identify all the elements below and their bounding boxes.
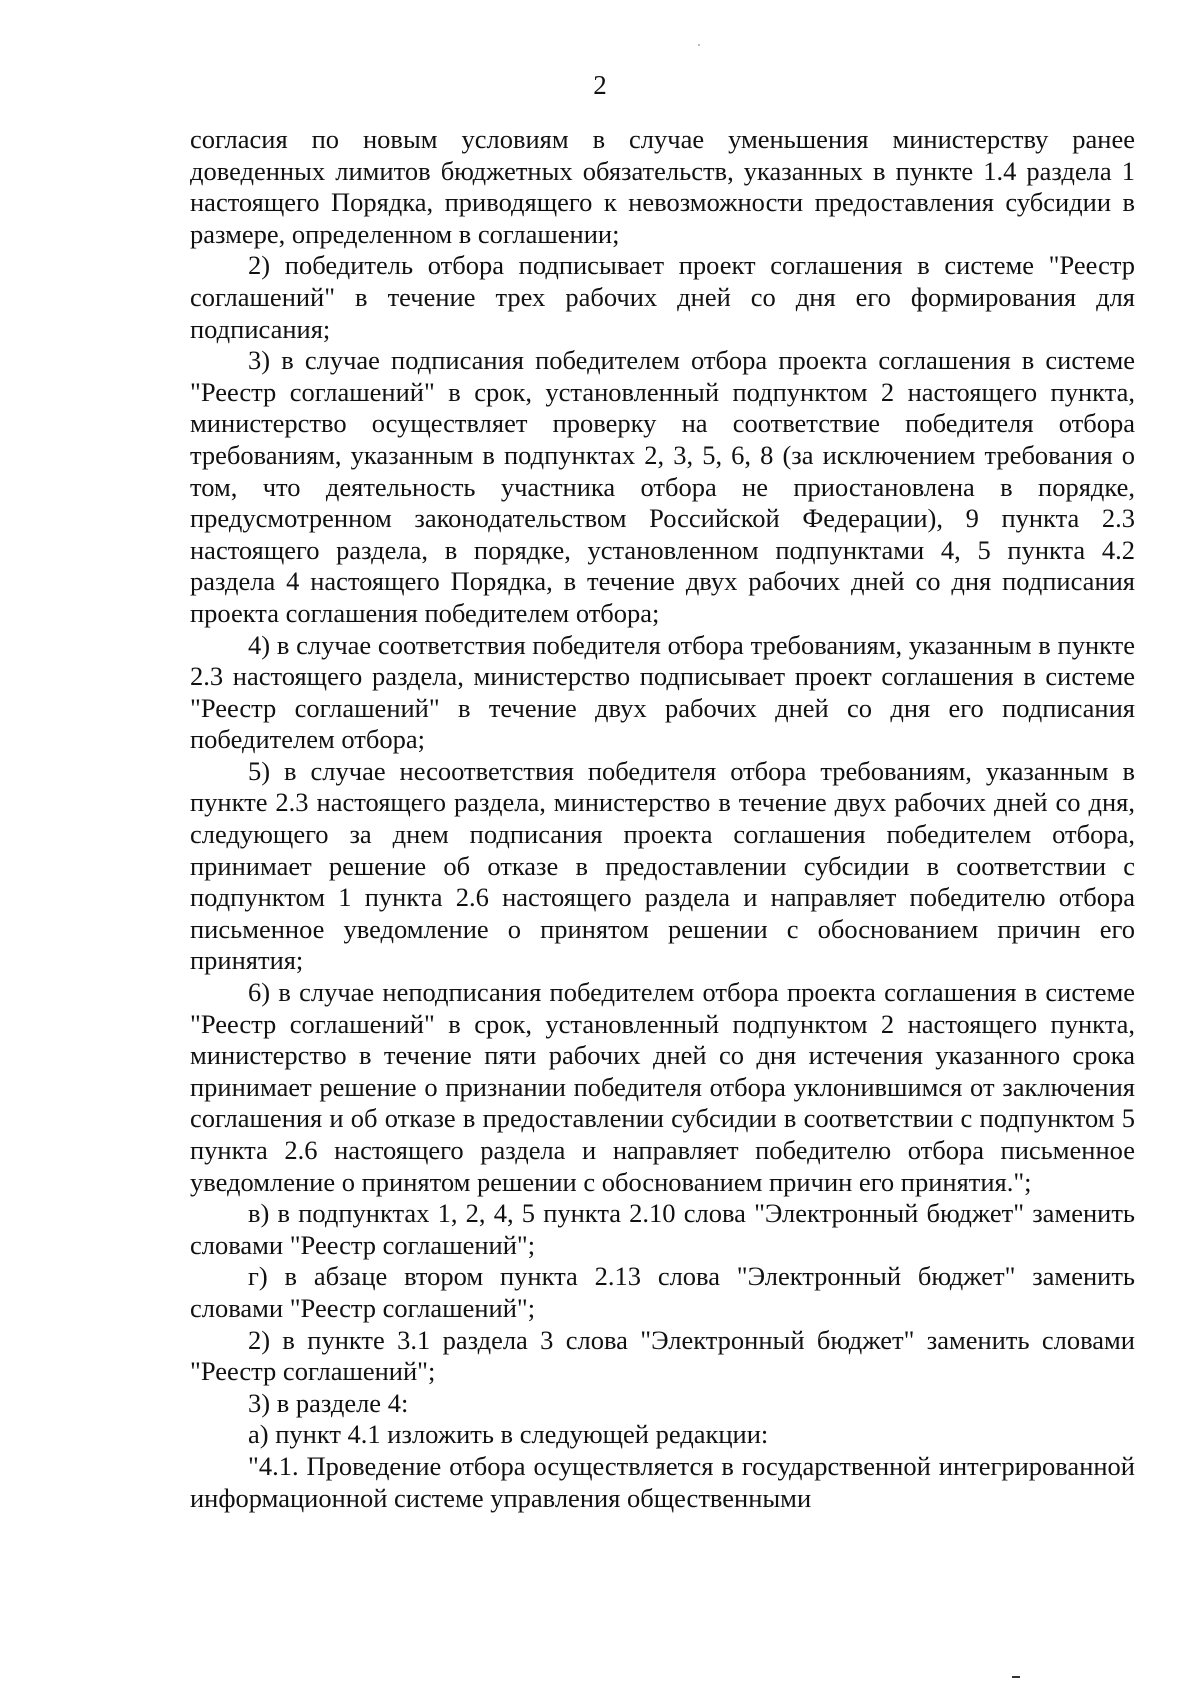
page-number: 2 [593,70,607,100]
paragraph: согласия по новым условиям в случае уменьшения министерству ранее доведенных лимитов бюджетных обязательств, указанных в пункте 1.4 раздела 1 настоящего Порядка, приводящего к невозможности предоставления субсидии в размере, определенном в соглашении; [190,124,1135,249]
paragraph: 2) победитель отбора подписывает проект соглашения в системе "Реестр соглашений" в течение трех рабочих дней со дня его формирования для подписания; [190,250,1135,344]
paragraph: 2) в пункте 3.1 раздела 3 слова "Электронный бюджет" заменить словами "Реестр соглашений"; [190,1324,1135,1387]
paragraph: 3) в случае подписания победителем отбора проекта соглашения в системе "Реестр соглашений" в срок, установленный подпунктом 2 настоящего пункта, министерство осуществляет проверку на соответствие победителя отбора требованиям, указанным в подпунктах 2, 3, 5, 6, 8 (за исключением требования о том, что деятельность участника отбора не приостановлена в порядке, предусмотренном законодательством Российской Федерации), 9 пункта 2.3 настоящего раздела, в порядке, установленном подпунктами 4, 5 пункта 4.2 раздела 4 настоящего Порядка, в течение двух рабочих дней со дня подписания проекта соглашения победителем отбора; [190,345,1135,628]
paragraph: 6) в случае неподписания победителем отбора проекта соглашения в системе "Реестр соглашений" в срок, установленный подпунктом 2 настоящего пункта, министерство в течение пяти рабочих дней со дня истечения указанного срока принимает решение о признании победителя отбора уклонившимся от заключения соглашения и об отказе в предоставлении субсидии в соответствии с подпунктом 5 пункта 2.6 настоящего раздела и направляет победителю отбора письменное уведомление о принятом решении с обоснованием причин его принятия."; [190,977,1135,1197]
paragraph: 4) в случае соответствия победителя отбора требованиям, указанным в пункте 2.3 настоящего раздела, министерство подписывает проект соглашения в системе "Реестр соглашений" в течение двух рабочих дней со дня его подписания победителем отбора; [190,629,1135,755]
paragraph: в) в подпунктах 1, 2, 4, 5 пункта 2.10 слова "Электронный бюджет" заменить словами "Реестр соглашений"; [190,1198,1135,1260]
paragraph: 3) в разделе 4: [248,1387,409,1418]
paragraph: 5) в случае несоответствия победителя отбора требованиям, указанным в пункте 2.3 настоящего раздела, министерство в течение двух рабочих дней со дня, следующего за днем подписания проекта соглашения победителем отбора, принимает решение об отказе в предоставлении субсидии в соответствии с подпунктом 1 пункта 2.6 настоящего раздела и направляет победителю отбора письменное уведомление о принятом решении с обоснованием причин его принятия; [190,755,1135,976]
paragraph: г) в абзаце втором пункта 2.13 слова "Электронный бюджет" заменить словами "Реестр соглашений"; [190,1261,1135,1323]
scan-speck [698,44,700,46]
scan-speck [1012,1676,1020,1678]
document-body [190,124,1135,1514]
paragraph: а) пункт 4.1 изложить в следующей редакции: [248,1419,769,1450]
paragraph: "4.1. Проведение отбора осуществляется в государственной интегрированной информационной системе управления общественными [190,1450,1135,1513]
